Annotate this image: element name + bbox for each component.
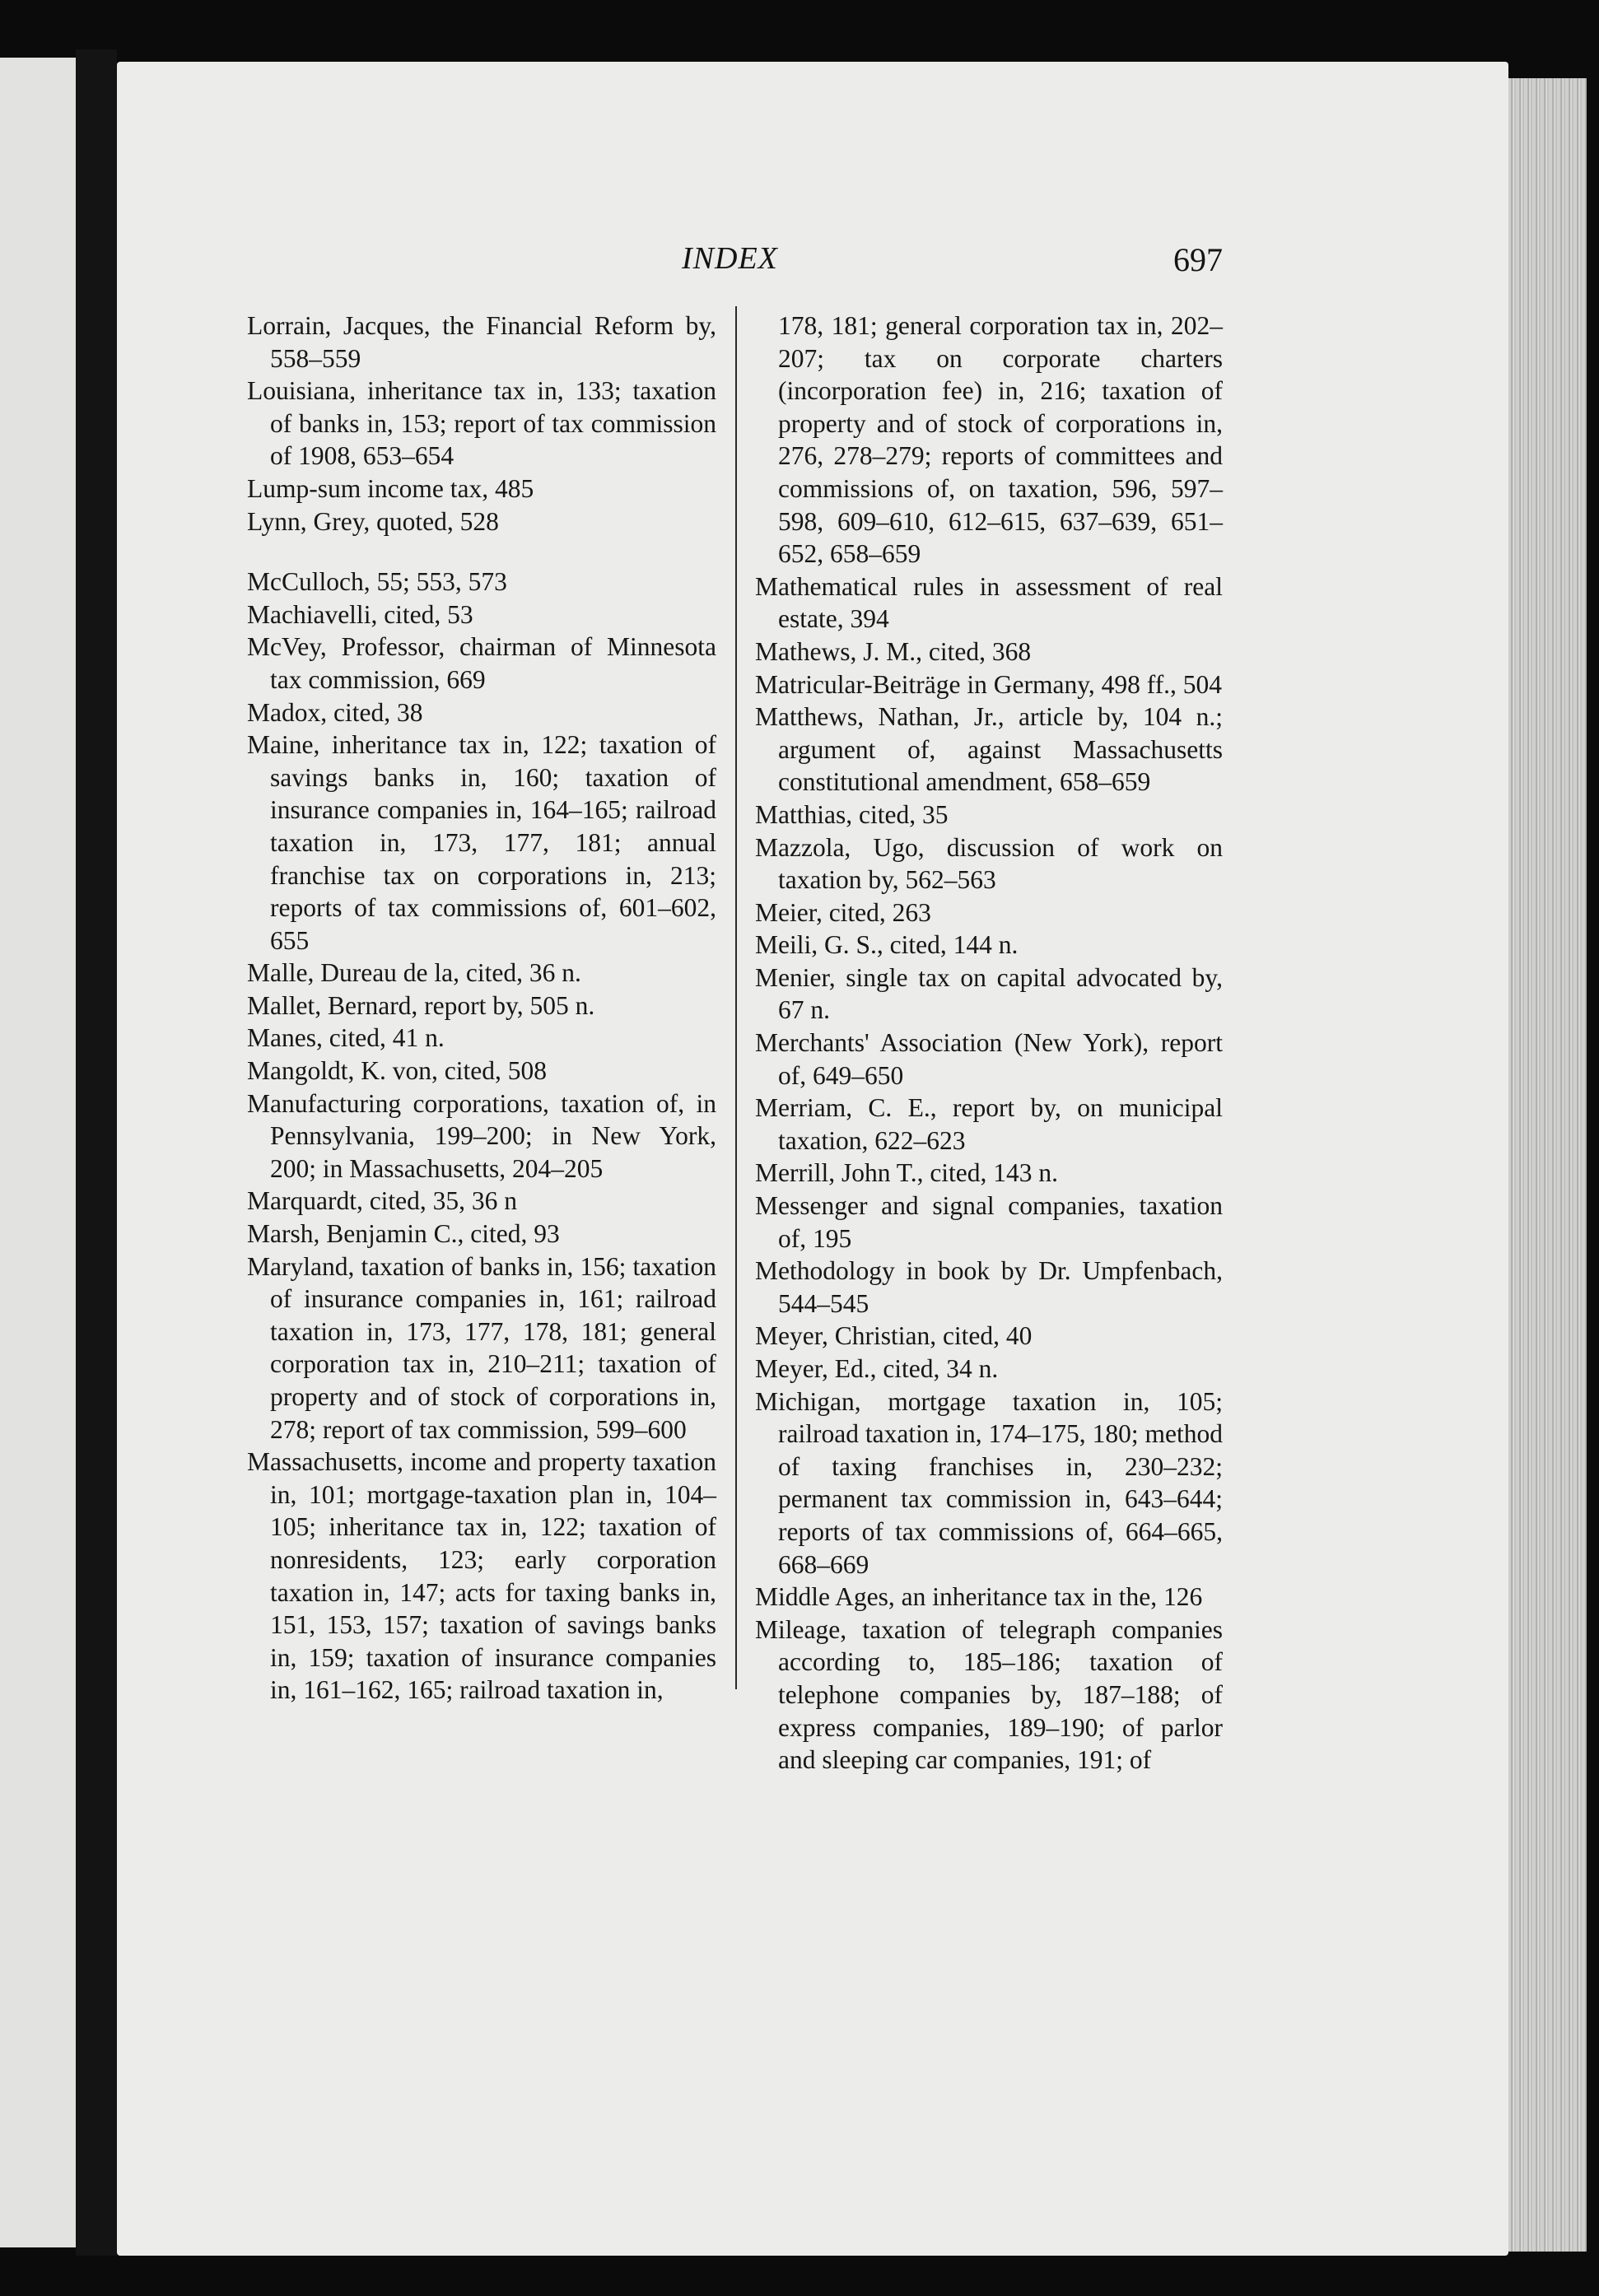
index-entry: Lorrain, Jacques, the Financial Reform by, 558–559 [247, 311, 716, 373]
index-entry: Meier, cited, 263 [755, 897, 931, 927]
index-entry: Middle Ages, an inheritance tax in the, 126 [755, 1582, 1203, 1612]
index-entry: Malle, Dureau de la, cited, 36 n. [247, 958, 581, 988]
book-gutter [76, 49, 117, 2256]
running-title: INDEX [682, 241, 778, 276]
index-entry: Marquardt, cited, 35, 36 n [247, 1186, 518, 1216]
index-entry: Massachusetts, income and property taxation in, 101; mortgage-taxation plan in, 104–105; inheritance tax in, 122; taxation of nonresidents, 123; early corporation taxation in, 147; acts for taxing banks in, 151, 153, 157; taxation of savings banks in, 159; taxation of insurance companies in, 161–162, 165; railroad taxation in, [247, 1447, 716, 1705]
index-entry-continued: 178, 181; general corporation tax in, 202–207; tax on corporate charters (incorporation fee) in, 216; taxation of property and of stock of corporations in, 276, 278–279; reports of committees and commissions of, on taxation, 596, 597–598, 609–610, 612–615, 637–639, 651–652, 658–659 [778, 311, 1223, 569]
index-entry: Mileage, taxation of telegraph companies according to, 185–186; taxation of telephone companies by, 187–188; of express companies, 189–190; of parlor and sleeping car companies, 191; of [755, 1614, 1223, 1775]
index-entry: Meyer, Ed., cited, 34 n. [755, 1354, 999, 1383]
index-entry: Menier, single tax on capital advocated by, 67 n. [755, 962, 1223, 1025]
index-entry: Lynn, Grey, quoted, 528 [247, 506, 499, 536]
index-entry: Manufacturing corporations, taxation of, in Pennsylvania, 199–200; in New York, 200; in Massachusetts, 204–205 [247, 1088, 716, 1183]
index-entry: McCulloch, 55; 553, 573 [247, 567, 507, 597]
index-entry: Mathews, J. M., cited, 368 [755, 636, 1032, 666]
page-edges [1508, 78, 1587, 2252]
page-header [247, 240, 1223, 290]
index-entry: Marsh, Benjamin C., cited, 93 [247, 1219, 560, 1249]
index-entry: Mathematical rules in assessment of real estate, 394 [755, 571, 1223, 634]
index-entry: Machiavelli, cited, 53 [247, 599, 473, 629]
index-entry: Madox, cited, 38 [247, 697, 423, 727]
index-entry: Merriam, C. E., report by, on municipal taxation, 622–623 [755, 1093, 1223, 1155]
index-column-left [247, 310, 716, 1707]
facing-page-edge [0, 58, 76, 2247]
index-entry: Mallet, Bernard, report by, 505 n. [247, 990, 595, 1020]
index-entry: McVey, Professor, chairman of Minnesota tax commission, 669 [247, 632, 716, 694]
index-entry: Messenger and signal companies, taxation of, 195 [755, 1191, 1223, 1253]
index-entry: Maine, inheritance tax in, 122; taxation of savings banks in, 160; taxation of insurance companies in, 164–165; railroad taxation in, 173, 177, 181; annual franchise tax on corporations in, 213; reports of tax commissions of, 601–602, 655 [247, 730, 716, 955]
index-entry: Matricular-Beiträge in Germany, 498 ff., 504 [755, 669, 1223, 699]
index-entry: Lump-sum income tax, 485 [247, 473, 534, 503]
index-entry: Methodology in book by Dr. Umpfenbach, 544–545 [755, 1256, 1223, 1318]
index-entry: Michigan, mortgage taxation in, 105; railroad taxation in, 174–175, 180; method of taxing franchises in, 230–232; permanent tax commission in, 643–644; reports of tax commissions of, 664–665, 668–669 [755, 1386, 1223, 1579]
index-column-right [755, 310, 1223, 1777]
index-entry: Matthias, cited, 35 [755, 799, 949, 829]
letter-group-gap [247, 538, 716, 566]
index-entry: Mangoldt, K. von, cited, 508 [247, 1056, 547, 1086]
column-divider [735, 306, 737, 1689]
index-entry: Matthews, Nathan, Jr., article by, 104 n.; argument of, against Massachusetts constitutional amendment, 658–659 [755, 702, 1223, 797]
index-entry: Meili, G. S., cited, 144 n. [755, 930, 1019, 960]
index-entry: Maryland, taxation of banks in, 156; taxation of insurance companies in, 161; railroad taxation in, 173, 177, 178, 181; general corporation tax in, 210–211; taxation of property and of stock of corporations in, 278; report of tax commission, 599–600 [247, 1251, 716, 1444]
page-number: 697 [1173, 241, 1223, 278]
index-entry: Merrill, John T., cited, 143 n. [755, 1158, 1059, 1188]
index-entry: Louisiana, inheritance tax in, 133; taxation of banks in, 153; report of tax commission of 1908, 653–654 [247, 376, 716, 471]
index-entry: Manes, cited, 41 n. [247, 1023, 445, 1053]
index-entry: Meyer, Christian, cited, 40 [755, 1321, 1033, 1351]
index-entry: Merchants' Association (New York), report of, 649–650 [755, 1028, 1223, 1090]
index-entry: Mazzola, Ugo, discussion of work on taxation by, 562–563 [755, 832, 1223, 895]
